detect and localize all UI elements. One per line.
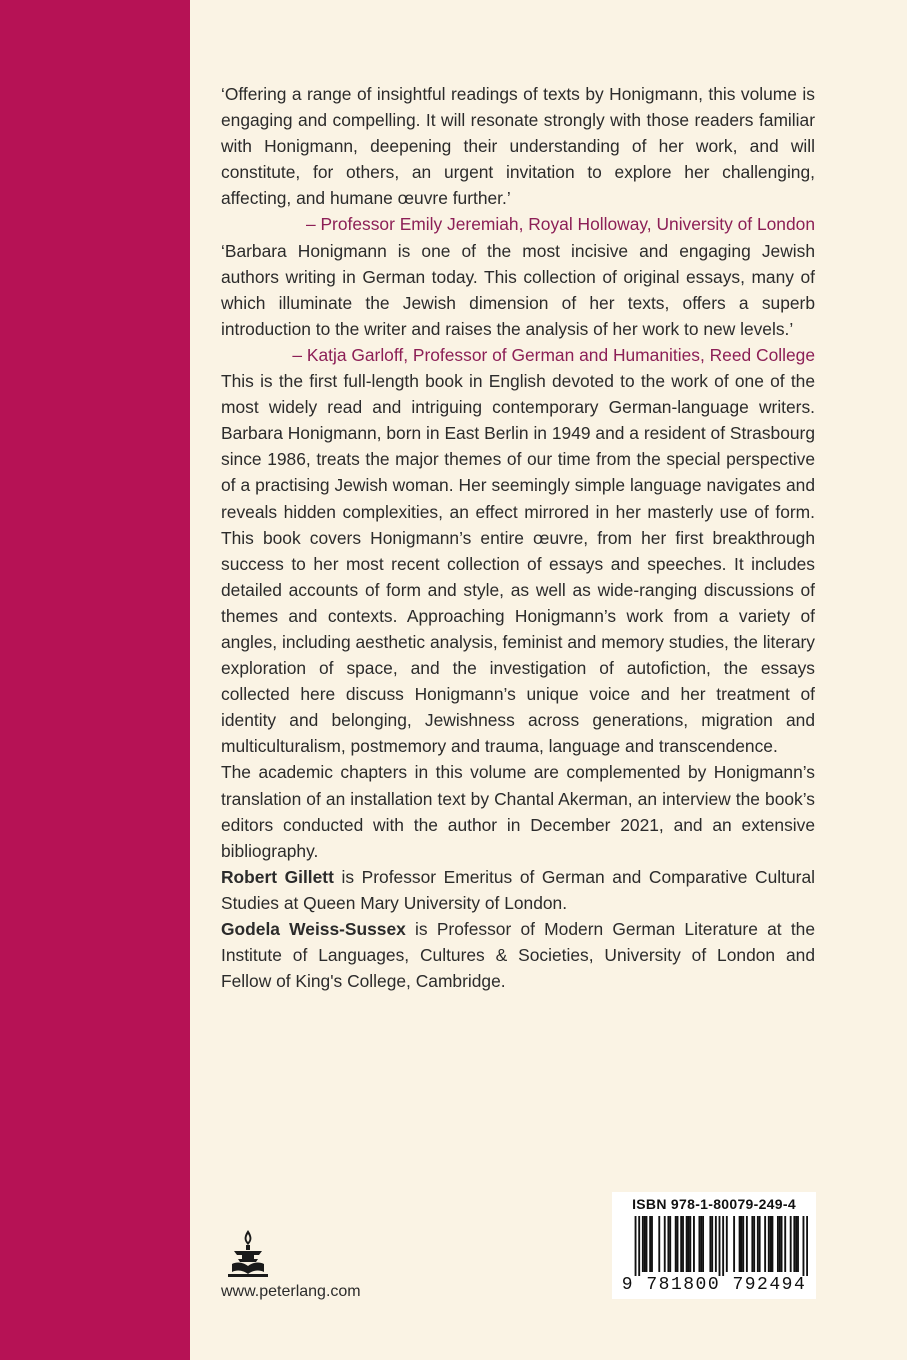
barcode-bar [649, 1216, 651, 1272]
barcode-bar [740, 1216, 742, 1272]
quote-2: ‘Barbara Honigmann is one of the most incisive and engaging Jewish authors writing in German today. This collection of original essays, many of which illuminate the Jewish dimension of her texts, offers a superb introduction to the writer and raises the analysis of her work to new levels.’ [221, 240, 815, 339]
barcode-bar [751, 1216, 753, 1272]
barcode-bar [715, 1216, 717, 1272]
barcode-bar [664, 1216, 666, 1272]
barcode-bar [711, 1216, 713, 1272]
barcode-bar [733, 1216, 735, 1272]
barcode-bar [689, 1216, 691, 1272]
publisher-url[interactable]: www.peterlang.com [221, 1283, 361, 1300]
barcode-bar [635, 1216, 637, 1276]
barcode-bar [726, 1216, 728, 1272]
barcode-bar [803, 1216, 805, 1276]
barcode-bar [795, 1216, 797, 1272]
barcode-bar [722, 1216, 724, 1276]
barcode-bar [719, 1216, 721, 1276]
barcode-bar [642, 1216, 644, 1272]
barcode-bar [764, 1216, 766, 1272]
barcode-bar [682, 1216, 684, 1272]
barcode-bar [779, 1216, 781, 1272]
barcode-bar [777, 1216, 779, 1272]
barcode-bar [667, 1216, 669, 1272]
barcode-bar [759, 1216, 761, 1272]
barcode-bar [680, 1216, 682, 1272]
quote-1: ‘Offering a range of insightful readings of texts by Honigmann, this volume is engaging and compelling. It will resonate strongly with those readers familiar with Honigmann, deepening their understanding of her work, and will constitute, for others, an urgent invitation to explore her challenging, affecting, and humane œuvre further.’ [221, 84, 815, 209]
barcode-bar [770, 1216, 772, 1272]
editor-name-2: Godela Weiss-Sussex [221, 919, 406, 939]
editor-bio-1-text: is Professor Emeritus of German and Comparative Cultural Studies at Queen Mary University of London. [221, 866, 815, 913]
barcode-bar [757, 1216, 759, 1272]
barcode-bar [781, 1216, 783, 1272]
barcode-bar [677, 1216, 679, 1272]
quote-2-attribution: – Katja Garloff, Professor of German and Humanities, Reed College [292, 344, 815, 365]
barcode-bar [709, 1216, 711, 1272]
editor-bio-1 [221, 864, 815, 916]
isbn-barcode [612, 1192, 816, 1299]
barcode-bars [620, 1216, 808, 1276]
barcode-bar [771, 1216, 773, 1272]
barcode-bar [746, 1216, 748, 1272]
barcode-bar [651, 1216, 653, 1272]
barcode-bar [686, 1216, 688, 1272]
barcode-bar [784, 1216, 786, 1272]
barcode-bar [675, 1216, 677, 1272]
editor-bio-2-text: is Professor of Modern German Literature at the Institute of Languages, Cultures & Societies, University of London and Fellow of King's College, Cambridge. [221, 919, 815, 992]
barcode-bar [646, 1216, 648, 1272]
barcode-bar [693, 1216, 695, 1272]
isbn-label: ISBN 978-1-80079-249-4 [632, 1196, 796, 1212]
description-paragraph-1: This is the first full-length book in English devoted to the work of one of the most widely read and intriguing contemporary German-language writers. Barbara Honigmann, born in East Berlin in 1949 and a resident of Strasbourg since 1986, treats the major themes of our time from the special perspective of a practising Jewish woman. Her seemingly simple language navigates and reveals hidden complexities, an effect mirrored in her masterly use of form. This book covers Honigmann’s entire œuvre, from her first breakthrough success to her most recent collection of essays and speeches. It includes detailed accounts of form and style, as well as wide-ranging discussions of themes and contexts. Approaching Honigmann’s work from a variety of angles, including aesthetic analysis, feminist and memory studies, the literary exploration of space, and the investigation of autofiction, the essays collected here discuss Honigmann’s unique voice and her treatment of identity and belonging, Jewishness across generations, migration and multiculturalism, postmemory and trauma, language and transcendence. [221, 371, 815, 757]
barcode-bar [797, 1216, 799, 1272]
description-paragraph-2: The academic chapters in this volume are complemented by Honigmann’s translation of an installation text by Chantal Akerman, an interview the book’s editors conducted with the author in December 2021, and an extensive bibliography. [221, 762, 815, 861]
barcode-bar [702, 1216, 704, 1272]
quote-1-attribution: – Professor Emily Jeremiah, Royal Holloway, University of London [305, 214, 815, 235]
editor-bio-2 [221, 916, 815, 994]
barcode-bar [753, 1216, 755, 1272]
back-cover-text [221, 81, 815, 994]
barcode-bar [793, 1216, 795, 1272]
barcode-bar [638, 1216, 640, 1276]
barcode-bar [790, 1216, 792, 1272]
barcode-bar [806, 1216, 808, 1276]
barcode-bar [698, 1216, 700, 1272]
barcode-bar [658, 1216, 660, 1272]
book-spine [0, 0, 190, 1360]
barcode-bar [700, 1216, 702, 1272]
barcode-bar [768, 1216, 770, 1272]
barcode-bar [644, 1216, 646, 1272]
peter-lang-logo-icon [226, 1228, 270, 1280]
barcode-digits: 9 781800 792494 [621, 1275, 807, 1295]
barcode-bar [742, 1216, 744, 1272]
barcode-bar [669, 1216, 671, 1272]
barcode-bar [739, 1216, 741, 1272]
barcode-bar [688, 1216, 690, 1272]
editor-name-1: Robert Gillett [221, 866, 334, 887]
